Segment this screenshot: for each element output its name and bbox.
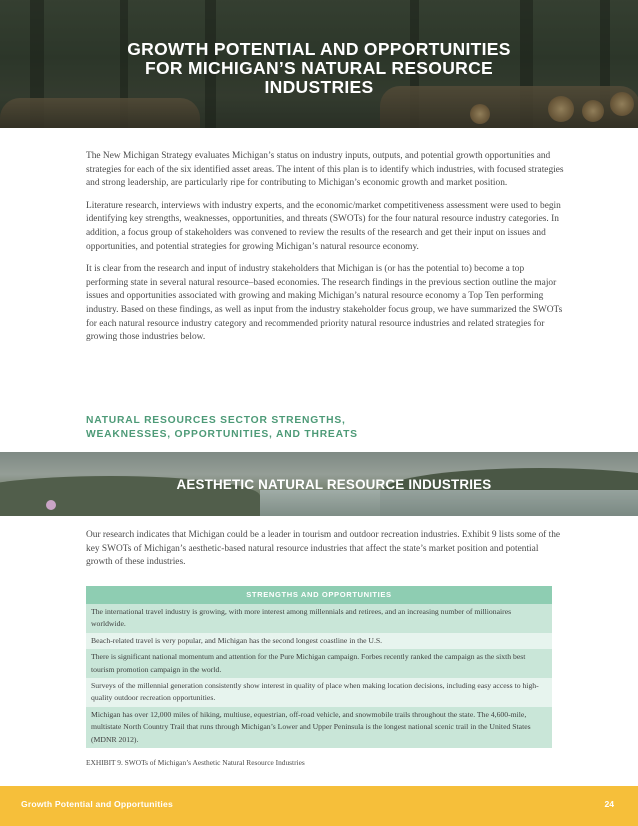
body-text [86, 150, 564, 354]
table-cell: The international travel industry is growing, with more interest among millennials and retirees, and an increasing number of millionaires worldwide. [86, 604, 552, 633]
table-header-row [86, 586, 552, 604]
section-heading [86, 414, 564, 442]
table-row [86, 707, 552, 748]
section-heading-line: WEAKNESSES, OPPORTUNITIES, AND THREATS [86, 429, 358, 440]
section-heading-line: NATURAL RESOURCES SECTOR STRENGTHS, [86, 415, 346, 426]
table-row [86, 604, 552, 633]
flower-icon [46, 500, 56, 510]
page-title-line: GROWTH POTENTIAL AND OPPORTUNITIES [127, 39, 511, 59]
table-cell: Michigan has over 12,000 miles of hiking, multiuse, equestrian, off-road vehicle, and snowmobile trails throughout the state. The 4,600-mile, multistate North Country Trail that runs through Michigan’s Lower and Upper Peninsula is the longest national scenic trail in the United States (MDNR 2012). [86, 707, 552, 748]
band-title: AESTHETIC NATURAL RESOURCE INDUSTRIES [176, 477, 492, 492]
table-cell: Surveys of the millennial generation consistently show interest in quality of place when making location decisions, including easy access to high-quality outdoor recreation opportunities. [86, 678, 552, 707]
page-title-line: FOR MICHIGAN’S NATURAL RESOURCE [145, 58, 493, 78]
swot-table [86, 586, 552, 748]
page-title [60, 40, 578, 97]
paragraph: It is clear from the research and input of industry stakeholders that Michigan is (or has the potential to) become a top performing state in several natural resource–based economies. The research findings in the previous section outline the major issues and opportunities associated with growing and making Michigan’s natural resource economy a Top Ten performing industry. Based on these findings, as well as input from the industry stakeholder focus group, we have summarized the SWOTs for each natural resource industry category and recommended priority natural resource industries and related strategies for growing those industries below. [86, 264, 563, 343]
page-footer [0, 786, 638, 826]
exhibit-caption: EXHIBIT 9. SWOTs of Michigan’s Aesthetic Natural Resource Industries [86, 758, 305, 767]
footer-section-title: Growth Potential and Opportunities [21, 799, 173, 809]
table-header: STRENGTHS AND OPPORTUNITIES [86, 586, 552, 604]
table-row [86, 633, 552, 649]
table-row [86, 649, 552, 678]
table-cell: Beach-related travel is very popular, and Michigan has the second longest coastline in the U.S. [86, 633, 552, 649]
intro-text: Our research indicates that Michigan could be a leader in tourism and outdoor recreation industries. Exhibit 9 lists some of the key SWOTs of Michigan’s aesthetic-based natural resource industries that affect the state’s market position and potential growth of these industries. [86, 530, 561, 568]
table-row [86, 678, 552, 707]
page-number: 24 [604, 799, 614, 809]
page-title-line: INDUSTRIES [264, 77, 374, 97]
table-cell: There is significant national momentum and attention for the Pure Michigan campaign. Forbes recently ranked the campaign as the sixth best tourism promotion campaign in the world. [86, 649, 552, 678]
paragraph: The New Michigan Strategy evaluates Michigan’s status on industry inputs, outputs, and potential growth opportunities and strategies for each of the six identified asset areas. The intent of this plan is to identify which industries, with focused strategies and strong leadership, are particularly ripe for contributing to Michigan’s economic growth and market position. [86, 151, 564, 189]
paragraph: Literature research, interviews with industry experts, and the economic/market competitiveness assessment were used to begin identifying key strengths, weaknesses, opportunities, and threats (SWOTs) for the four natural resource industry categories. In addition, a focus group of stakeholders was convened to review the results of the research and get their input on issues and opportunities, and potential strategies for growing Michigan’s natural resource economy. [86, 200, 561, 252]
